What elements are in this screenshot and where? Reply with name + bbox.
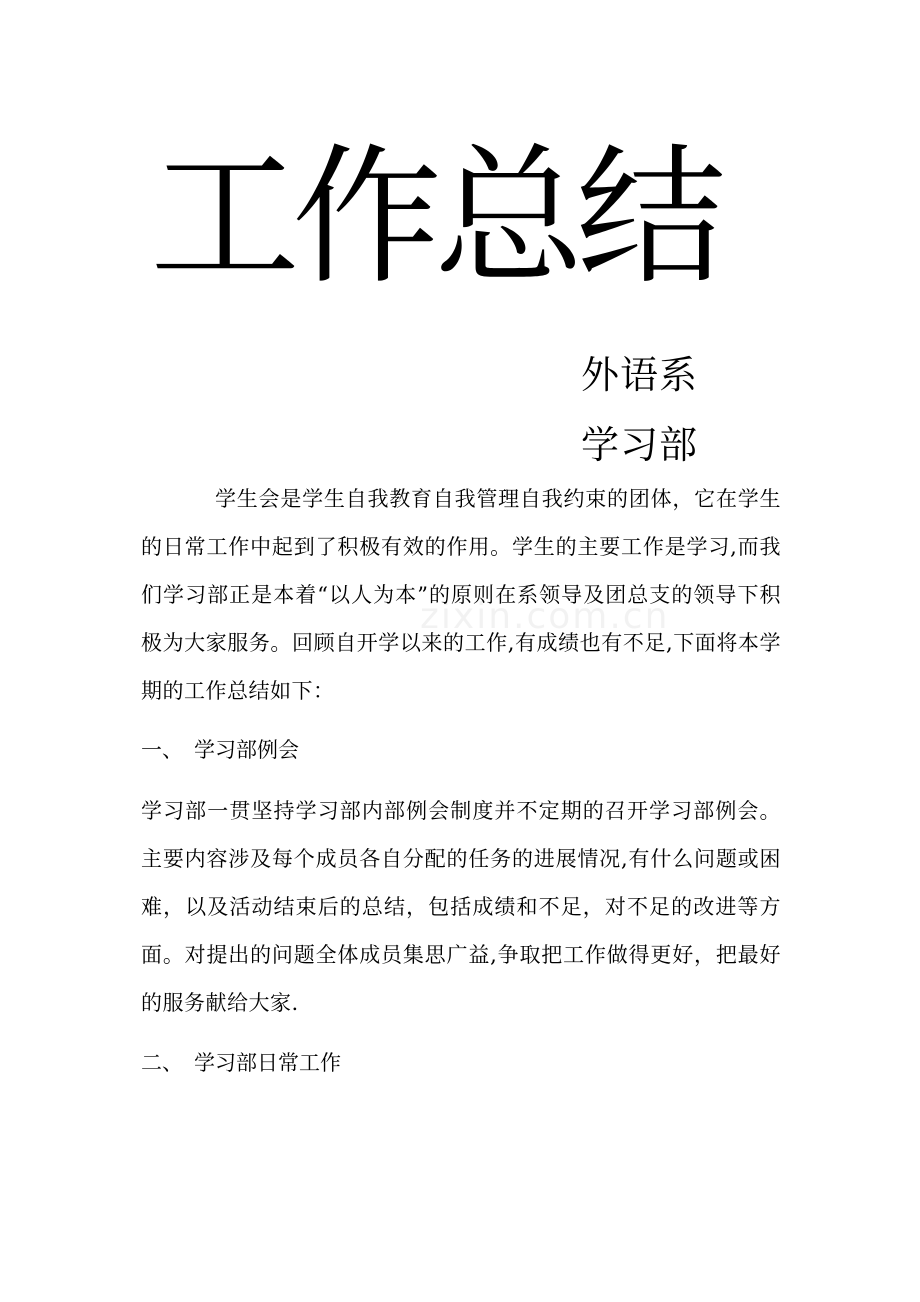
department-block	[581, 340, 698, 480]
section-number-1: 一、	[141, 738, 183, 762]
section-number-2: 二、	[141, 1051, 183, 1075]
section-title-1: 学习部例会	[194, 738, 299, 762]
intro-paragraph: 学生会是学生自我教育自我管理自我约束的团体，它在学生的日常工作中起到了积极有效的作用。学生的主要工作是学习,而我们学习部正是本着“以人为本”的原则在系领导及团总支的领导下积极为大家服务。回顾自开学以来的工作,有成绩也有不足,下面将本学期的工作总结如下：	[141, 487, 781, 703]
department-name: 外语系	[581, 353, 699, 397]
document-title: 工作总结	[150, 131, 719, 305]
section-heading-1	[141, 726, 299, 774]
section-heading-2	[141, 1039, 341, 1087]
section-paragraph-1: 学习部一贯坚持学习部内部例会制度并不定期的召开学习部例会。主要内容涉及每个成员各自分配的任务的进展情况,有什么问题或困难，以及活动结束后的总结，包括成绩和不足，对不足的改进等方面。对提出的问题全体成员集思广益,争取把工作做得更好，把最好的服务献给大家.	[141, 799, 781, 1015]
section-title-2: 学习部日常工作	[194, 1051, 341, 1075]
watermark: zixin.com.cn	[420, 596, 670, 637]
section-name: 学习部	[581, 423, 699, 467]
